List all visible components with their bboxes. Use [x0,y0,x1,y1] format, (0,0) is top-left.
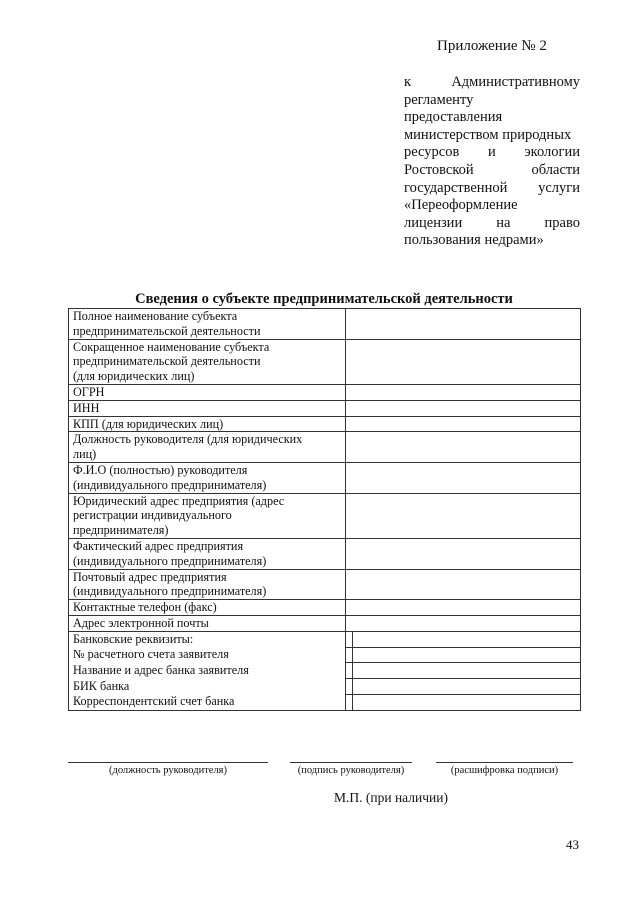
table-row [69,600,581,616]
row-label [69,615,346,631]
bank-row [69,679,581,695]
reference-line [404,144,580,162]
row-label [69,416,346,432]
bank-value-cell[interactable] [352,679,580,694]
reference-word: Административному [451,74,580,90]
reference-word: экологии [524,144,580,161]
row-label-line: Фактический адрес предприятия [73,538,244,553]
reference-word: регламенту [404,91,474,108]
row-value-field[interactable] [345,462,580,493]
reference-word: «Переоформление [404,197,518,214]
bank-row [69,663,581,679]
row-value-field[interactable] [345,432,580,463]
bank-row-label: БИК банка [69,679,346,695]
row-label [69,339,346,384]
reference-line [404,74,580,92]
reference-line [404,215,580,233]
reference-word: на [496,214,511,231]
row-label-line: Должность руководителя (для юридических [73,432,303,447]
row-label-line: КПП (для юридических лиц) [73,416,224,431]
position-signature-line [68,762,268,763]
position-caption: (должность руководителя) [108,765,228,776]
row-value-field[interactable] [345,538,580,569]
row-value-field[interactable] [345,384,580,400]
row-value-field[interactable] [345,416,580,432]
reference-line [404,180,580,198]
table-row [69,339,581,384]
signature-decoding-line [436,762,573,763]
row-label-line: (для юридических лиц) [73,369,195,384]
row-value-field[interactable] [345,339,580,384]
row-label-line: предпринимателя) [73,523,169,538]
reference-word: предоставления [404,109,503,126]
reference-line [404,109,580,127]
bank-row-label: Банковские реквизиты: [69,631,346,647]
bank-row [69,631,581,647]
row-label-line: регистрации индивидуального [73,508,232,523]
table-row [69,384,581,400]
row-label-line: Ф.И.О (полностью) руководителя [73,462,248,477]
row-label-line: (индивидуального предпринимателя) [73,477,267,492]
reference-word: услуги [538,179,580,196]
bank-row-value-field[interactable] [345,631,580,647]
reference-word: области [531,161,580,178]
table-row [69,462,581,493]
bank-row [69,694,581,710]
signature-caption: (подпись руководителя) [297,765,405,776]
bank-row-label: № расчетного счета заявителя [69,647,346,663]
table-row [69,416,581,432]
row-label [69,309,346,340]
reference-word: право [544,214,580,231]
bank-value-cell[interactable] [352,663,580,678]
bank-value-cell[interactable] [352,632,580,647]
row-label [69,384,346,400]
bank-row-label: Название и адрес банка заявителя [69,663,346,679]
row-label [69,493,346,538]
bank-value-cell[interactable] [352,648,580,663]
bank-row-value-field[interactable] [345,694,580,710]
reference-line [404,92,580,110]
row-value-field[interactable] [345,493,580,538]
row-label-line: ИНН [73,400,100,415]
bank-row-value-field[interactable] [345,663,580,679]
reference-line [404,197,580,215]
row-label-line: Полное наименование субъекта [73,309,238,323]
row-label-line: (индивидуального предпринимателя) [73,584,267,599]
table-row [69,569,581,600]
row-label [69,538,346,569]
signature-decoding-caption: (расшифровка подписи) [450,765,559,776]
table-row [69,493,581,538]
row-label-line: Сокращенное наименование субъекта [73,339,270,354]
reference-word: лицензии [404,214,463,231]
row-label-line: предпринимательской деятельности [73,323,261,338]
reference-line [404,162,580,180]
row-label [69,462,346,493]
row-value-field[interactable] [345,615,580,631]
row-value-field[interactable] [345,400,580,416]
row-label-line: лиц) [73,447,97,462]
row-label-line: Контактные телефон (факс) [73,600,217,615]
row-label [69,600,346,616]
form-title: Сведения о субъекте предпринимательской деятельности [135,291,513,307]
row-label-line: предпринимательской деятельности [73,354,261,369]
reference-line [404,232,580,250]
seal-note: М.П. (при наличии) [334,790,448,805]
row-label-line: Почтовый адрес предприятия [73,569,227,584]
table-row [69,400,581,416]
row-label [69,569,346,600]
reference-line [404,127,580,145]
row-label-line: Адрес электронной почты [73,615,209,630]
row-value-field[interactable] [345,309,580,340]
table-row [69,432,581,463]
bank-value-cell[interactable] [352,695,580,710]
table-row [69,309,581,340]
regulation-reference [404,74,580,250]
row-label-line: ОГРН [73,384,105,399]
row-value-field[interactable] [345,569,580,600]
row-label [69,432,346,463]
reference-word: государственной [404,179,508,196]
bank-row [69,647,581,663]
signature-line [290,762,412,763]
reference-word: пользования недрами» [404,232,544,249]
reference-word: ресурсов [404,144,460,161]
reference-word: министерством природных [404,126,572,143]
reference-word: Ростовской [404,161,474,178]
table-row [69,538,581,569]
row-value-field[interactable] [345,600,580,616]
row-label-line: (индивидуального предпринимателя) [73,553,267,568]
reference-word: и [488,144,496,161]
bank-row-value-field[interactable] [345,679,580,695]
row-label [69,400,346,416]
table-row [69,615,581,631]
entrepreneur-info-table [68,308,581,711]
row-label-line: Юридический адрес предприятия (адрес [73,493,285,508]
bank-row-label: Корреспондентский счет банка [69,694,346,710]
page-number: 43 [566,837,579,852]
reference-word: к [404,74,412,90]
appendix-title: Приложение № 2 [437,38,547,54]
bank-row-value-field[interactable] [345,647,580,663]
